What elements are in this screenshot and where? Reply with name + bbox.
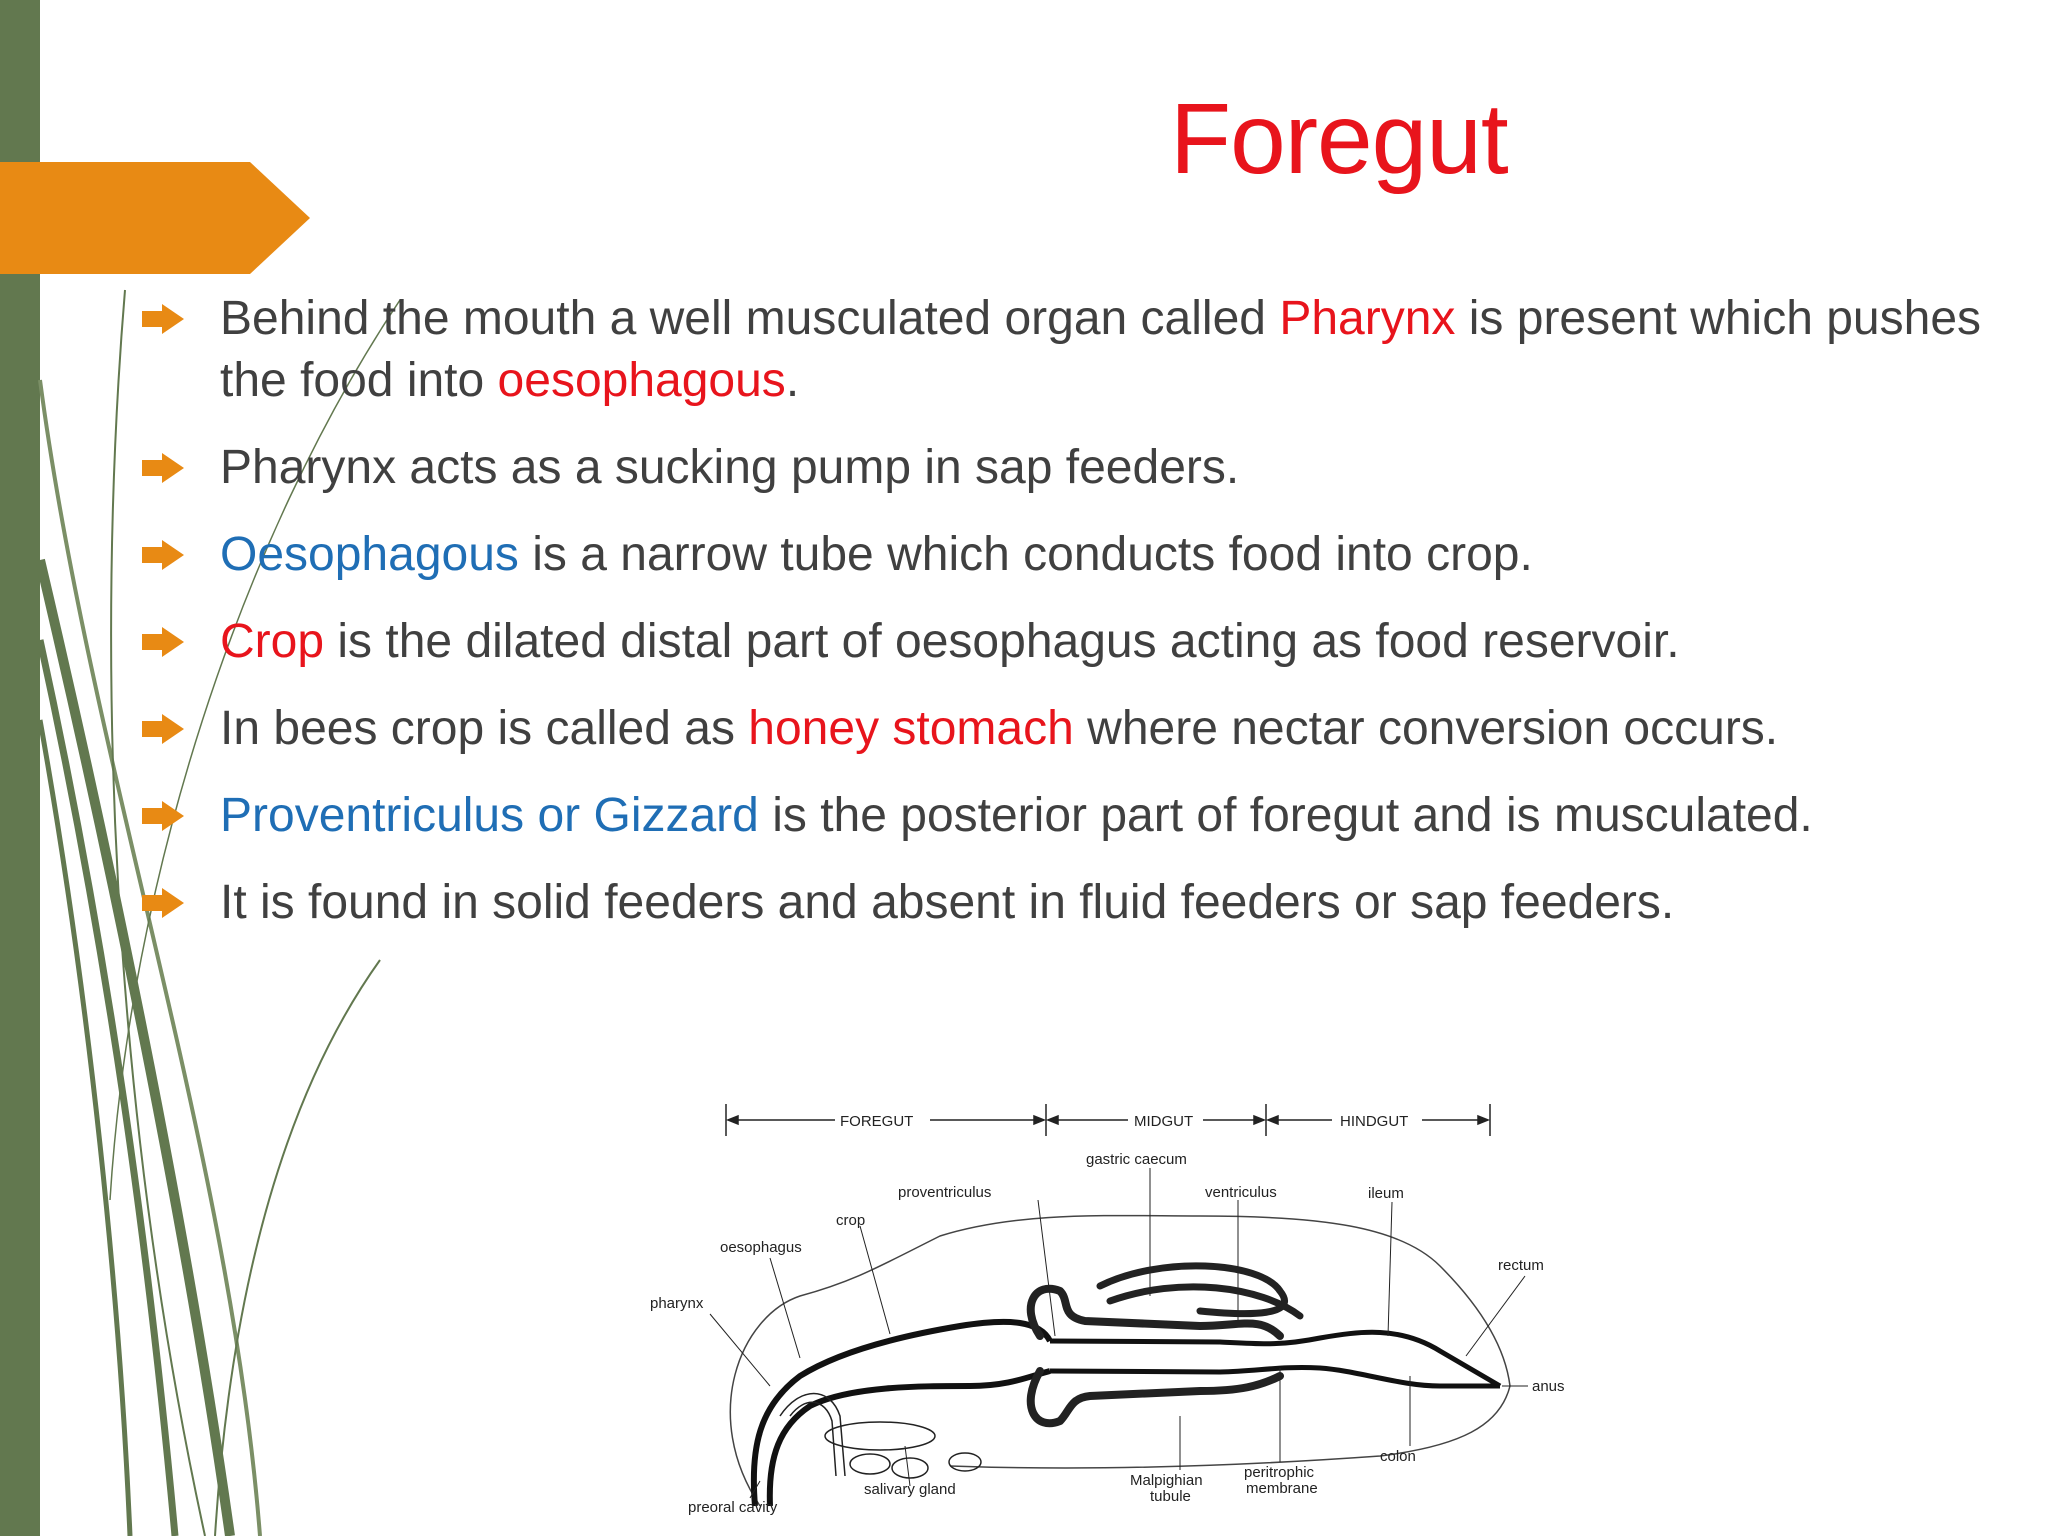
label-preoral-cavity: preoral cavity [688, 1499, 778, 1516]
bullet-item [140, 698, 2010, 760]
slide-title: Foregut [1170, 83, 1508, 195]
gut-tube [754, 1322, 1500, 1506]
bullet-text: . [785, 354, 800, 407]
malpighian-tubules [1100, 1266, 1300, 1316]
bullet-text: where nectar conversion occurs. [1073, 702, 1779, 755]
label-hindgut: HINDGUT [1340, 1113, 1409, 1130]
highlight-pharynx: Pharynx [1279, 292, 1456, 345]
label-gastric-caecum: gastric caecum [1086, 1151, 1187, 1168]
label-ventriculus: ventriculus [1205, 1184, 1277, 1201]
label-foregut: FOREGUT [840, 1113, 914, 1130]
bullet-item [140, 524, 2010, 586]
bullet-text: In bees crop is called as [220, 702, 749, 755]
bullet-item [140, 611, 2010, 673]
right-arrow-icon [142, 801, 184, 831]
right-arrow-icon [142, 627, 184, 657]
bullet-item [140, 785, 2010, 847]
label-rectum: rectum [1498, 1257, 1544, 1274]
highlight-crop: Crop [220, 615, 325, 668]
highlight-proventriculus: Proventriculus or Gizzard [220, 789, 759, 842]
label-membrane: membrane [1246, 1480, 1318, 1497]
bullet-list [140, 288, 2010, 959]
label-tubule: tubule [1150, 1488, 1191, 1505]
accent-arrow-tab [0, 162, 310, 274]
right-arrow-icon [142, 888, 184, 918]
label-midgut: MIDGUT [1134, 1113, 1194, 1130]
right-arrow-icon [142, 453, 184, 483]
bullet-text: is a narrow tube which conducts food into crop. [518, 528, 1533, 581]
bullet-text: is the posterior part of foregut and is musculated. [758, 789, 1813, 842]
highlight-honey-stomach: honey stomach [748, 702, 1074, 755]
digestive-system-diagram [640, 1086, 1580, 1526]
bullet-text: is the dilated distal part of oesophagus acting as food reservoir. [324, 615, 1680, 668]
right-arrow-icon [142, 540, 184, 570]
label-anus: anus [1532, 1378, 1565, 1395]
bullet-item [140, 872, 2010, 934]
bullet-text: It is found in solid feeders and absent in fluid feeders or sap feeders. [220, 876, 1675, 929]
label-malpighian: Malpighian [1130, 1472, 1203, 1489]
label-ileum: ileum [1368, 1185, 1404, 1202]
bullet-item [140, 437, 2010, 499]
label-oesophagus: oesophagus [720, 1239, 802, 1256]
label-salivary-gland: salivary gland [864, 1481, 956, 1498]
highlight-oesophagous: Oesophagous [220, 528, 519, 581]
right-arrow-icon [142, 714, 184, 744]
right-arrow-icon [142, 304, 184, 334]
label-crop: crop [836, 1212, 866, 1229]
bullet-item [140, 288, 2010, 412]
gastric-caeca [1031, 1289, 1280, 1423]
label-proventriculus: proventriculus [898, 1184, 992, 1201]
label-pharynx: pharynx [650, 1295, 704, 1312]
highlight-oesophagous: oesophagous [497, 354, 786, 407]
bullet-text: Behind the mouth a well musculated organ called [220, 292, 1280, 345]
label-colon: colon [1380, 1448, 1416, 1465]
bullet-text: Pharynx acts as a sucking pump in sap feeders. [220, 441, 1240, 494]
label-peritrophic: peritrophic [1244, 1464, 1315, 1481]
bullet-text: is present which pushes the food into [220, 292, 1982, 407]
